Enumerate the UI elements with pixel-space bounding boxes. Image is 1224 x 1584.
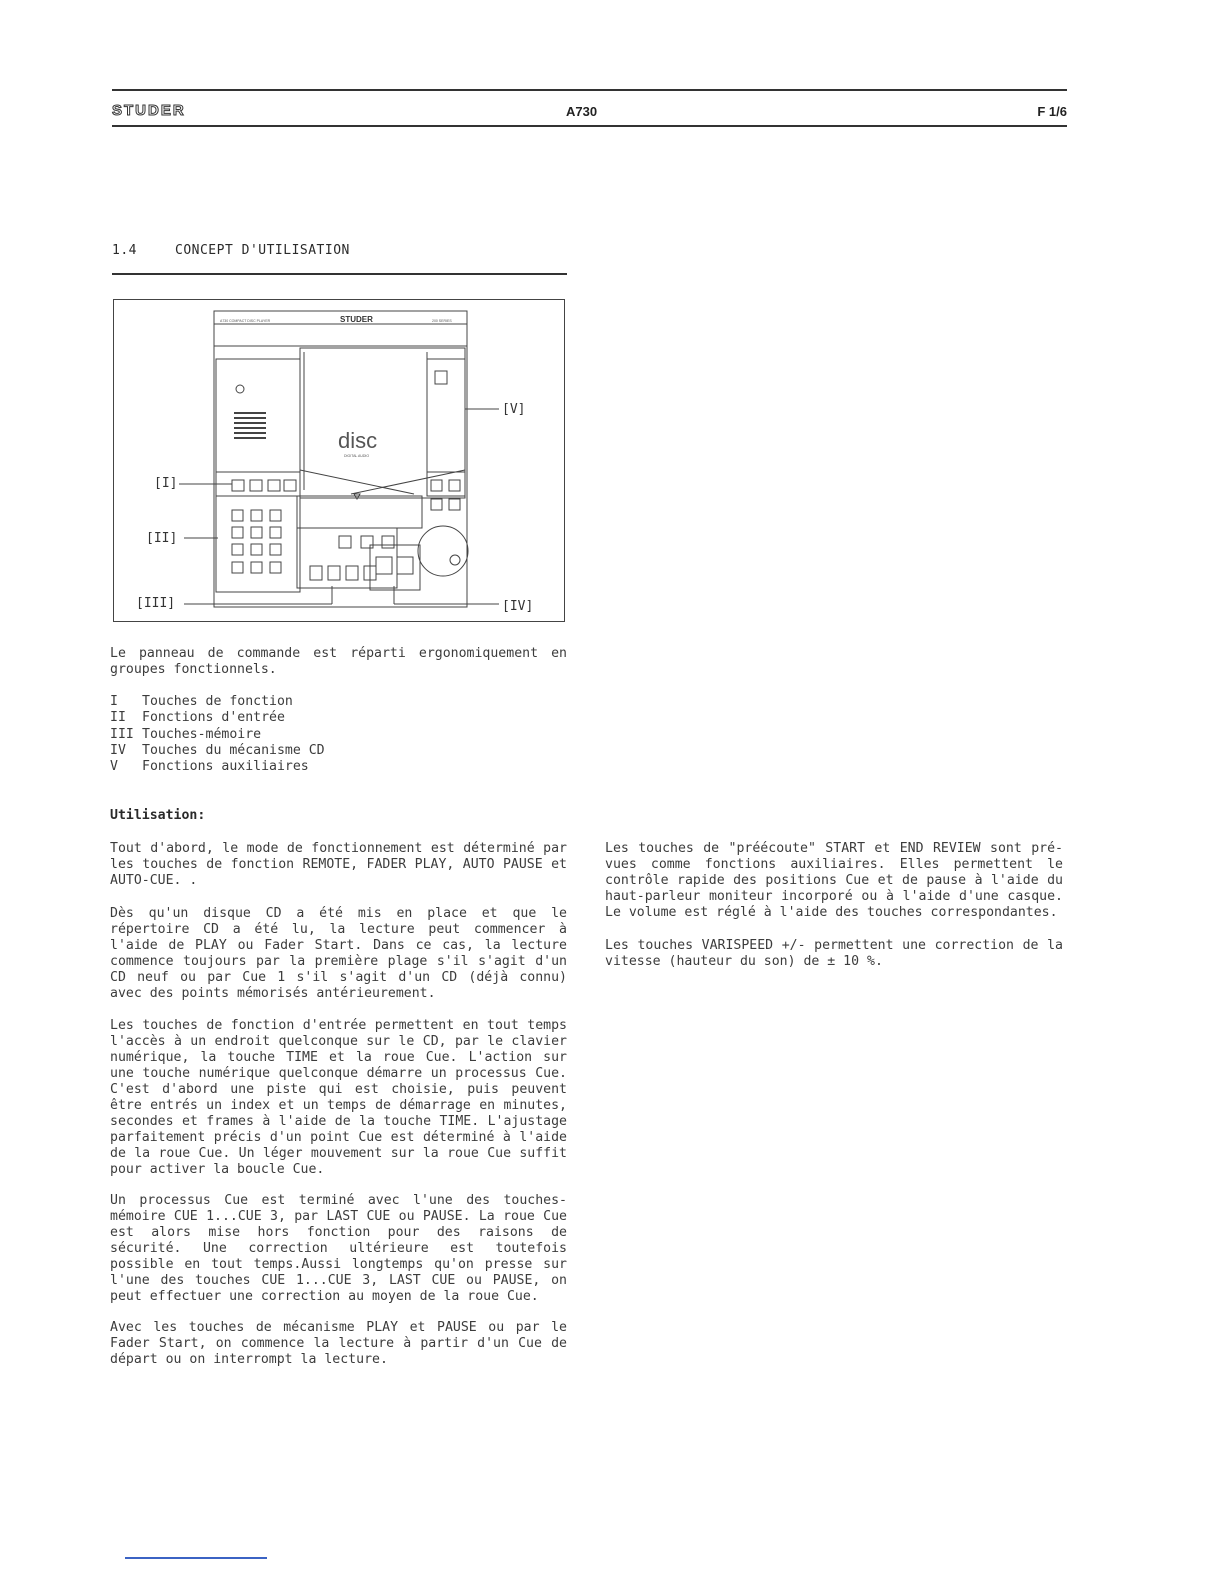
list-item: III Touches-mémoire [110,726,262,742]
utilisation-heading: Utilisation: [110,808,206,823]
list-item: II Fonctions d'entrée [110,710,285,726]
header-bottom-rule [112,125,1067,127]
left-paragraph-4: Un processus Cue est terminé avec l'une des touches-mémoire CUE 1...CUE 3, par LAST CUE ou PAUSE. La roue Cue est alors mise hors fonction pour des raisons de sécurité. Une correction ultérieure est toutefois possible en tout temps.Aussi longtemps qu'on presse sur l'une des touches CUE 1...CUE 3, LAST CUE ou PAUSE, on peut effectuer une correction au moyen de la roue Cue. [110,1193,567,1304]
section-rule [112,273,567,275]
list-item: I Touches de fonction [110,694,293,709]
callout-ii: [II] [146,531,178,546]
right-paragraph-2: Les touches VARISPEED +/- permettent une correction de la vitesse (hauteur du son) de ± 10 %. [605,938,1063,969]
left-paragraph-1: Tout d'abord, le mode de fonctionnement est déterminé par les touches de fonction REMOTE, FADER PLAY, AUTO PAUSE et AUTO-CUE. . [110,841,567,888]
device-title-text: A730 COMPACT DISC PLAYER [220,319,271,323]
studer-logo: STUDER [112,102,186,119]
left-paragraph-2: Dès qu'un disque CD a été mis en place et que le répertoire CD a été lu, la lecture peut commencer à l'aide de PLAY ou Fader Start. Dans ce cas, la lecture commence toujours par la première plage s'il s'agit d'un CD neuf ou par Cue 1 s'il s'agit d'un CD (déjà connu) avec des points mémorisés antérieurement. [110,906,567,1001]
section-title: CONCEPT D'UTILISATION [175,243,350,258]
list-item: V Fonctions auxiliaires [110,759,309,775]
list-item: IV Touches du mécanisme CD [110,742,325,758]
left-paragraph-5: Avec les touches de mécanisme PLAY et PAUSE ou par le Fader Start, on commence la lecture à partir d'un Cue de départ ou on interrompt la lecture. [110,1320,567,1367]
callout-v: [V] [502,402,526,417]
footer-bar [125,1557,267,1559]
group-list [110,694,510,775]
callout-i: [I] [154,476,178,491]
device-series-text: 200 SERIES [432,319,452,323]
callout-iii: [III] [136,596,176,611]
left-paragraph-3: Les touches de fonction d'entrée permettent en tout temps l'accès à un endroit quelconque sur le CD, par le clavier numérique, la touche TIME et la roue Cue. L'action sur une touche numérique quelconque démarre un processus Cue. C'est d'abord une piste qui est choisie, puis peuvent être entrés un index et un temps de démarrage en minutes, secondes et frames à l'aide de la touche TIME. L'ajustage parfaitement précis d'un point Cue est déterminé à l'aide de la roue Cue. Un léger mouvement sur la roue Cue suffit pour activer la boucle Cue. [110,1018,567,1177]
disc-logo-sub: DIGITAL AUDIO [344,454,370,458]
control-panel-figure [113,299,565,622]
model-label: A730 [566,104,598,119]
page-number: F 1/6 [1037,104,1067,119]
section-number: 1.4 [112,243,137,258]
intro-paragraph: Le panneau de commande est réparti ergonomiquement en groupes fonctionnels. [110,646,567,677]
right-paragraph-1: Les touches de "préécoute" START et END REVIEW sont pré-vues comme fonctions auxiliaires. Elles permettent le contrôle rapide des positions Cue et de pause à l'aide du haut-parleur moniteur incorporé ou à l'aide d'une casque. Le volume est réglé à l'aide des touches correspondantes. [605,841,1063,920]
disc-logo-text: disc [338,428,378,453]
control-panel-drawing [114,300,566,623]
callout-iv: [IV] [502,599,534,614]
device-brand-text: STUDER [340,315,373,324]
header-top-rule [112,89,1067,91]
